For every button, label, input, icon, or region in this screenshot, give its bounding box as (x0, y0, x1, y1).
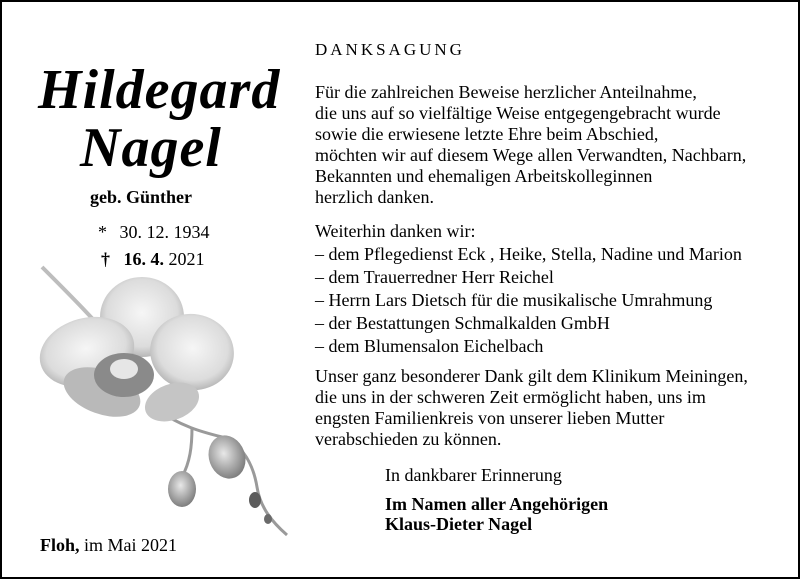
heading: DANKSAGUNG (315, 40, 465, 59)
paragraph-line: die uns auf so vielfältige Weise entgegengebracht wurde (315, 103, 721, 123)
list-item: – dem Blumensalon Eichelbach (315, 336, 544, 356)
paragraph-line: herzlich danken. (315, 187, 434, 207)
last-name: Nagel (80, 117, 222, 179)
paragraph-line: möchten wir auf diesem Wege allen Verwandten, Nachbarn, (315, 145, 747, 165)
paragraph-line: Bekannten und ehemaligen Arbeitskolleginnen (315, 166, 653, 186)
paragraph-line: sowie die erwiesene letzte Ehre beim Abschied, (315, 124, 659, 144)
list-item: – dem Pflegedienst Eck , Heike, Stella, Nadine und Marion (315, 244, 742, 264)
birth-line (98, 223, 210, 241)
paragraph-line: Für die zahlreichen Beweise herzlicher Anteilnahme, (315, 82, 697, 102)
cross-icon: † (101, 249, 110, 269)
list-item: – Herrn Lars Dietsch für die musikalische Umrahmung (315, 290, 713, 310)
closing: In dankbarer Erinnerung (385, 465, 562, 485)
thanks-list (315, 244, 742, 359)
paragraph-line: die uns in der schweren Zeit ermöglicht haben, uns im (315, 387, 706, 407)
birth-name: geb. Günther (90, 187, 193, 207)
signature-line-2: Klaus-Dieter Nagel (385, 514, 533, 534)
birth-date: 30. 12. 1934 (119, 222, 210, 242)
star-icon: * (98, 222, 107, 242)
orchid-illustration (32, 257, 292, 542)
place: Floh, (40, 535, 80, 555)
paragraph-2 (315, 366, 748, 450)
paragraph-1 (315, 82, 746, 208)
paragraph-line: engsten Familienkreis von unserer lieben Mutter (315, 408, 665, 428)
date-line: im Mai 2021 (84, 535, 178, 555)
first-name: Hildegard (38, 59, 281, 121)
death-year: 2021 (168, 249, 205, 269)
signature-line-1: Im Namen aller Angehörigen (385, 494, 609, 514)
paragraph-line: Unser ganz besonderer Dank gilt dem Klinikum Meiningen, (315, 366, 748, 386)
place-date-line (40, 536, 177, 554)
death-day-month: 16. 4. (123, 249, 164, 269)
thanks-intro: Weiterhin danken wir: (315, 221, 476, 241)
paragraph-line: verabschieden zu können. (315, 429, 502, 449)
list-item: – der Bestattungen Schmalkalden GmbH (315, 313, 610, 333)
list-item: – dem Trauerredner Herr Reichel (315, 267, 554, 287)
